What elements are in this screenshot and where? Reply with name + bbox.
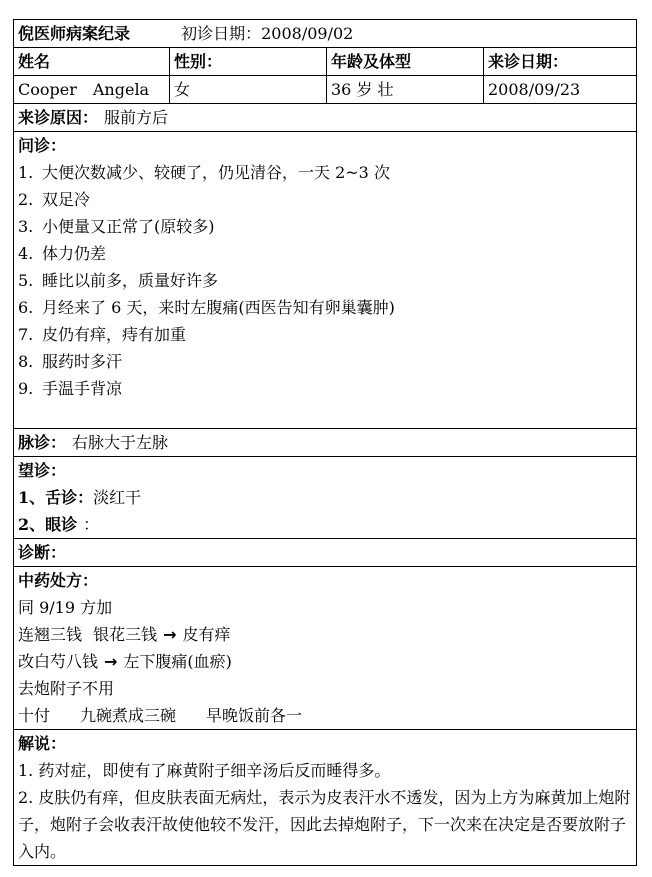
visit-date-label: 来诊日期： [484, 48, 637, 76]
inquiry-item-number: 9. [18, 379, 34, 398]
inquiry-row [14, 132, 637, 429]
inquiry-item-number: 6. [18, 298, 34, 317]
inquiry-item [18, 321, 632, 348]
inquiry-item-number: 8. [18, 352, 34, 371]
inquiry-item-number: 1. [18, 163, 34, 182]
diagnosis-label: 诊断： [18, 543, 67, 562]
explanation-row [14, 730, 637, 866]
reason-cell [14, 104, 637, 132]
prescription-label: 中药处方： [18, 571, 99, 590]
header-row [14, 20, 637, 48]
prescription-line-4: 去炮附子不用 [18, 679, 115, 698]
inquiry-item [18, 294, 632, 321]
inquiry-item-number: 2. [18, 190, 34, 209]
observation-row [14, 457, 637, 539]
eye-line [18, 511, 632, 538]
observation-label: 望诊： [18, 461, 67, 480]
tongue-line [18, 484, 632, 511]
arrow-right-icon: → [104, 652, 118, 671]
diagnosis-cell [14, 539, 637, 567]
record-title: 倪医师病案纪录 [18, 24, 131, 43]
explanation-cell [14, 730, 637, 866]
inquiry-item-text: 手温手背凉 [42, 379, 123, 398]
inquiry-item-text: 双足冷 [42, 190, 91, 209]
inquiry-item-text: 大便次数减少、较硬了，仍见清谷，一天 2~3 次 [42, 163, 390, 182]
prescription-line-1: 同 9/19 方加 [18, 598, 113, 617]
inquiry-item-number: 3. [18, 217, 34, 236]
name-value: Cooper Angela [14, 76, 170, 104]
inquiry-item [18, 267, 632, 294]
inquiry-item [18, 240, 632, 267]
explanation-paragraph-2: 2. 皮肤仍有痒，但皮肤表面无病灶，表示为皮表汗水不透发，因为上方为麻黄加上炮附子，炮附子会收表汗故使他较不发汗，因此去掉炮附子，下一次来在决定是否要放附子入内。 [18, 788, 631, 861]
case-record-page [13, 19, 636, 866]
inquiry-item [18, 375, 632, 402]
tongue-value: 淡红干 [93, 488, 142, 507]
inquiry-item-number: 7. [18, 325, 34, 344]
visit-date-value: 2008/09/23 [484, 76, 637, 104]
inquiry-item-text: 服药时多汗 [42, 352, 123, 371]
explanation-label: 解说： [18, 734, 67, 753]
gender-label: 性别： [170, 48, 327, 76]
inquiry-item-text: 月经来了 6 天，来时左腹痛(西医告知有卵巢囊肿) [42, 298, 395, 317]
inquiry-item [18, 348, 632, 375]
info-label-row [14, 48, 637, 76]
dose-count: 十付 [18, 706, 51, 725]
eye-value: ： [83, 515, 100, 534]
prescription-line-5 [18, 702, 632, 729]
inquiry-cell [14, 132, 637, 429]
pulse-value: 右脉大于左脉 [72, 433, 169, 452]
reason-label: 来诊原因： [18, 108, 99, 127]
first-visit-label: 初诊日期： [181, 24, 262, 43]
pulse-label: 脉诊： [18, 433, 67, 452]
inquiry-item [18, 159, 632, 186]
inquiry-item-text: 皮仍有痒，痔有加重 [42, 325, 187, 344]
inquiry-item-text: 睡比以前多，质量好许多 [42, 271, 219, 290]
explanation-paragraph-1: 1. 药对症，即使有了麻黄附子细辛汤后反而睡得多。 [18, 761, 391, 780]
inquiry-item-text: 体力仍差 [42, 244, 107, 263]
reason-row [14, 104, 637, 132]
info-value-row [14, 76, 637, 104]
herb-effect-itch: 皮有痒 [182, 625, 231, 644]
prescription-row [14, 567, 637, 730]
observation-cell [14, 457, 637, 539]
herb-yinhua: 银花三钱 [93, 625, 158, 644]
eye-label: 2、眼诊 [18, 515, 78, 534]
prescription-cell [14, 567, 637, 730]
herb-effect-abdomen: 左下腹痛(血瘀) [123, 652, 232, 671]
arrow-right-icon: → [163, 625, 177, 644]
herb-lianqiao: 连翘三钱 [18, 625, 83, 644]
inquiry-item-text: 小便量又正常了(原较多) [42, 217, 215, 236]
pulse-row [14, 429, 637, 457]
inquiry-list [18, 159, 632, 402]
inquiry-item-number: 4. [18, 244, 34, 263]
case-record-table [13, 19, 637, 866]
prescription-line-2 [18, 621, 632, 648]
inquiry-item [18, 213, 632, 240]
herb-baishao: 改白芍八钱 [18, 652, 99, 671]
pulse-cell [14, 429, 637, 457]
inquiry-item [18, 186, 632, 213]
header-cell [14, 20, 637, 48]
name-label: 姓名 [14, 48, 170, 76]
dosing-schedule: 早晚饭前各一 [206, 706, 303, 725]
first-visit-date: 2008/09/02 [261, 24, 354, 43]
age-label: 年龄及体型 [327, 48, 484, 76]
tongue-label: 1、舌诊： [18, 488, 94, 507]
inquiry-item-number: 5. [18, 271, 34, 290]
reason-value: 服前方后 [104, 108, 169, 127]
decoction-method: 九碗煮成三碗 [80, 706, 177, 725]
inquiry-label: 问诊： [18, 136, 67, 155]
prescription-line-3 [18, 648, 632, 675]
age-value: 36 岁 壮 [327, 76, 484, 104]
gender-value: 女 [170, 76, 327, 104]
diagnosis-row [14, 539, 637, 567]
